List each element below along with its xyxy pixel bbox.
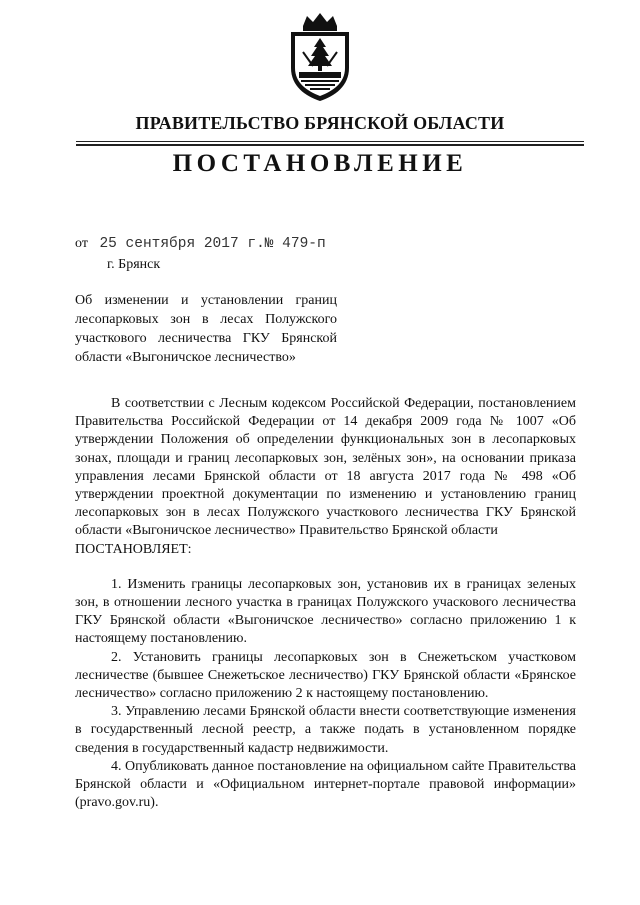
date-number-line <box>75 236 326 252</box>
subject-line: участкового лесничества ГКУ Брянской <box>75 331 337 346</box>
government-title: ПРАВИТЕЛЬСТВО БРЯНСКОЙ ОБЛАСТИ <box>135 113 505 133</box>
clause-paragraph: 4. Опубликовать данное постановление на официальном сайте Правительства Брянской области и «Официальном интернет-портале правовой информации» (pravo.gov.ru). <box>75 758 576 811</box>
date-prefix: от <box>75 236 88 251</box>
clause-paragraph: 1. Изменить границы лесопарковых зон, установив их в границах зеленых зон, в отношении лесного участка в границах Полужского учаскового лесничества ГКУ Брянской области «Выгоничское лесничество» согласно приложению 1 к настоящему постановлению. <box>75 576 576 647</box>
subject-block <box>75 291 337 367</box>
document-type-heading: ПОСТАНОВЛЕНИЕ <box>172 150 468 177</box>
subject-line: лесопарковых зон в лесах Полужского <box>75 312 337 327</box>
subject-line: области «Выгоничское лесничество» <box>75 350 296 365</box>
city: г. Брянск <box>107 257 161 272</box>
subject-line: Об изменении и установлении границ <box>75 293 337 308</box>
header-divider-thick <box>76 144 584 146</box>
clause-paragraph: 2. Установить границы лесопарковых зон в Снежетьском участковом лесничестве (бывшее Снежетьское лесничество) ГКУ Брянской области «Брянское лесничество» согласно приложению 2 к настоящему постановлению. <box>75 649 576 702</box>
coat-of-arms-emblem <box>281 12 359 102</box>
header-divider-thin <box>76 141 584 142</box>
date-and-number: 25 сентября 2017 г.№ 479-п <box>99 236 326 252</box>
document-body <box>75 395 576 812</box>
preamble-paragraph: В соответствии с Лесным кодексом Российской Федерации, постановлением Правительства Российской Федерации от 14 декабря 2009 года № 1007 «Об утверждении Положения об определении функциональных зон в лесопарковых зонах, площади и границ лесопарковых зон, зелёных зон», на основании приказа управления лесами Брянской области от 18 августа 2017 года № 498 «Об утверждении проектной документации по изменению и установлению границ лесопарковых зон в лесах Полужского участкового лесничества ГКУ Брянской области «Выгоничское лесничество» Правительство Брянской области <box>75 396 576 539</box>
resolves-label: ПОСТАНОВЛЯЕТ: <box>75 541 192 557</box>
clause-paragraph: 3. Управлению лесами Брянской области внести соответствующие изменения в государственный лесной реестр, а также подать в установленном порядке сведения в государственный кадастр недвижимости. <box>75 704 576 756</box>
